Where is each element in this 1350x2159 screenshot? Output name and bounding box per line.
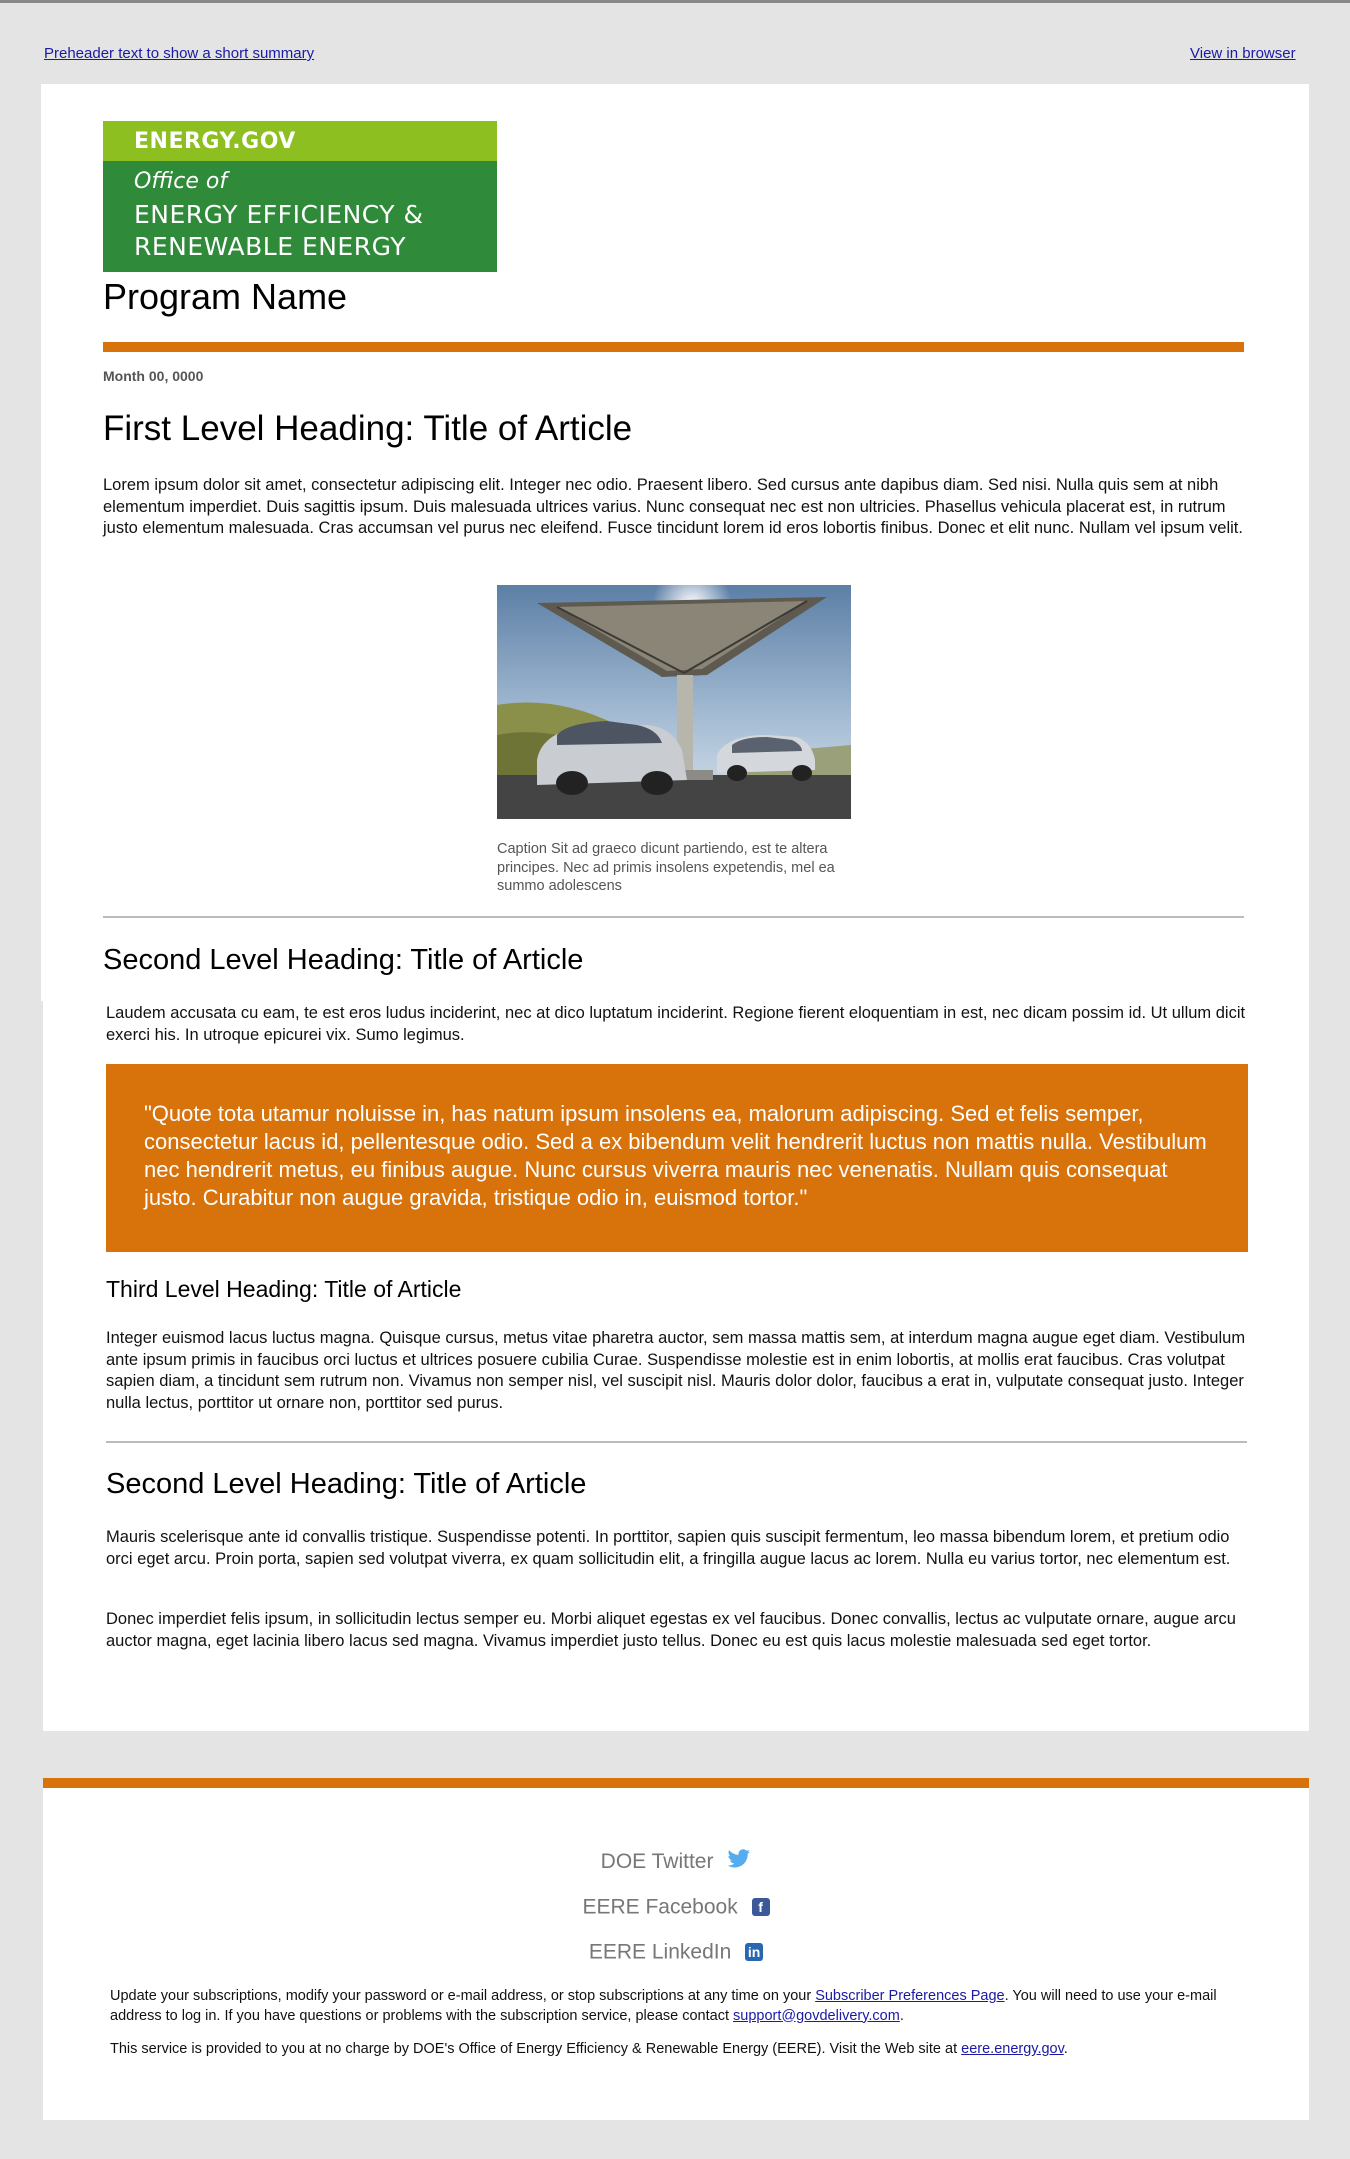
eere-site-link[interactable]: eere.energy.gov xyxy=(961,2041,1064,2057)
preheader-summary-link[interactable]: Preheader text to show a short summary xyxy=(44,45,315,62)
facebook-label: EERE Facebook xyxy=(582,1895,738,1919)
section-divider xyxy=(103,916,1244,918)
header-divider-bar xyxy=(103,342,1244,352)
doe-twitter-link[interactable] xyxy=(43,1849,1309,1875)
footer-divider-bar xyxy=(43,1778,1309,1788)
subscription-notice xyxy=(110,1987,1250,2026)
logo-line-3: RENEWABLE ENERGY xyxy=(134,232,407,261)
first-level-heading: First Level Heading: Title of Article xyxy=(103,409,633,448)
service-text: This service is provided to you at no charge by DOE's Office of Energy Efficiency & Renewable Energy (EERE). Visit the Web site at xyxy=(110,2041,962,2057)
article-4-body-2: Donec imperdiet felis ipsum, in sollicitudin lectus semper eu. Morbi aliquet egestas ex vel faucibus. Donec convallis, lectus ac vulputate ornare, augue arcu auctor magna, eget lacinia libero lacus sed magna. Vivamus imperdiet justo tellus. Donec eu est quis lacus molestie malesuada sed eget tortor. xyxy=(106,1610,1236,1650)
section-divider xyxy=(106,1441,1247,1443)
issue-date: Month 00, 0000 xyxy=(103,368,204,384)
article-photo-solar-charging-station xyxy=(497,585,851,819)
logo-top-band xyxy=(103,121,497,161)
subscription-text-3: . xyxy=(899,2007,904,2024)
service-notice xyxy=(110,2040,1250,2060)
third-level-heading: Third Level Heading: Title of Article xyxy=(106,1276,462,1302)
support-email-link[interactable]: support@govdelivery.com xyxy=(733,2007,900,2024)
second-level-heading-2: Second Level Heading: Title of Article xyxy=(106,1468,587,1500)
subscriber-preferences-link[interactable]: Subscriber Preferences Page xyxy=(815,1988,1005,2004)
linkedin-icon: in xyxy=(745,1943,763,1961)
article-4-body-1: Mauris scelerisque ante id convallis tristique. Suspendisse potenti. In porttitor, sapien quis suscipit fermentum, leo massa bibendum lorem, et pretium odio orci eget arcu. Proin porta, sapien sed volutpat viverra, ex quam sollicitudin elit, a fringilla augue lacus ac lorem. Nulla eu varius tortor, nec elementum est. xyxy=(106,1528,1231,1568)
logo-office-of: Office of xyxy=(134,169,228,194)
top-border xyxy=(0,0,1350,3)
pull-quote-box xyxy=(106,1064,1248,1252)
logo-energy-gov: ENERGY.GOV xyxy=(134,129,296,154)
logo-line-2: ENERGY EFFICIENCY & xyxy=(134,200,424,229)
facebook-icon: f xyxy=(752,1898,770,1916)
twitter-label: DOE Twitter xyxy=(600,1850,714,1873)
eere-facebook-link[interactable] xyxy=(43,1895,1309,1919)
service-text-end: . xyxy=(1063,2041,1068,2057)
eere-linkedin-link[interactable] xyxy=(43,1940,1309,1964)
program-name: Program Name xyxy=(103,276,348,317)
eere-logo[interactable] xyxy=(103,121,497,272)
subscription-text-2: . You will need to use your e-mail address to log in. If you have questions or problems with the subscription service, please contact xyxy=(110,1988,1217,2024)
article-2-body: Laudem accusata cu eam, te est eros ludus inciderint, nec at dico luptatum inciderint. Regione fierent eloquentiam in est, nec dicam possim id. Ut ullum dicit exerci his. In utroque epicurei vix. Sumo legimus. xyxy=(106,1004,1246,1044)
pull-quote-text: "Quote tota utamur noluisse in, has natum ipsum insolens ea, malorum adipiscing. Sed et felis semper, consectetur lacus id, pellentesque odio. Sed a ex bibendum velit hendrerit luctus non mattis nulla. Vestibulum nec hendrerit metus, eu finibus augue. Nunc cursus viverra mauris nec venenatis. Nullam quis consequat justo. Curabitur non augue gravida, tristique odio in, euismod tortor." xyxy=(144,1101,1207,1210)
photo-illustration xyxy=(497,585,851,819)
photo-caption: Caption Sit ad graeco dicunt partiendo, est te altera principes. Nec ad primis insolens expetendis, mel ea summo adolescens xyxy=(497,841,835,894)
article-1-body: Lorem ipsum dolor sit amet, consectetur adipiscing elit. Integer nec odio. Praesent libero. Sed cursus ante dapibus diam. Sed nisi. Nulla quis sem at nibh elementum imperdiet. Duis sagittis ipsum. Duis malesuada ultrices varius. Nunc consequat nec est non ultricies. Phasellus vehicula placerat est, in rutrum justo elementum malesuada. Cras accumsan vel purus nec eleifend. Fusce tincidunt lorem id eros lobortis finibus. Donec et elit nunc. Nullam vel ipsum velit. xyxy=(103,476,1243,537)
second-level-heading: Second Level Heading: Title of Article xyxy=(103,944,584,976)
view-in-browser-link[interactable]: View in browser xyxy=(1190,45,1296,62)
article-3-body: Integer euismod lacus luctus magna. Quisque cursus, metus vitae pharetra auctor, sem massa mattis sem, at interdum magna augue eget diam. Vestibulum ante ipsum primis in faucibus orci luctus et ultrices posuere cubilia Curae. Suspendisse molestie est in enim lobortis, at mollis erat faucibus. Cras volutpat sapien diam, a tincidunt sem rutrum non. Vivamus non semper nisl, vel suscipit nisl. Mauris dolor dolor, faucibus a erat in, vulputate consequat justo. Integer nulla lectus, porttitor ut ornare non, porttitor sed purus. xyxy=(106,1329,1246,1412)
twitter-icon xyxy=(727,1849,751,1875)
linkedin-label: EERE LinkedIn xyxy=(588,1940,732,1964)
subscription-text-1: Update your subscriptions, modify your password or e-mail address, or stop subscriptions at any time on your xyxy=(110,1988,816,2004)
